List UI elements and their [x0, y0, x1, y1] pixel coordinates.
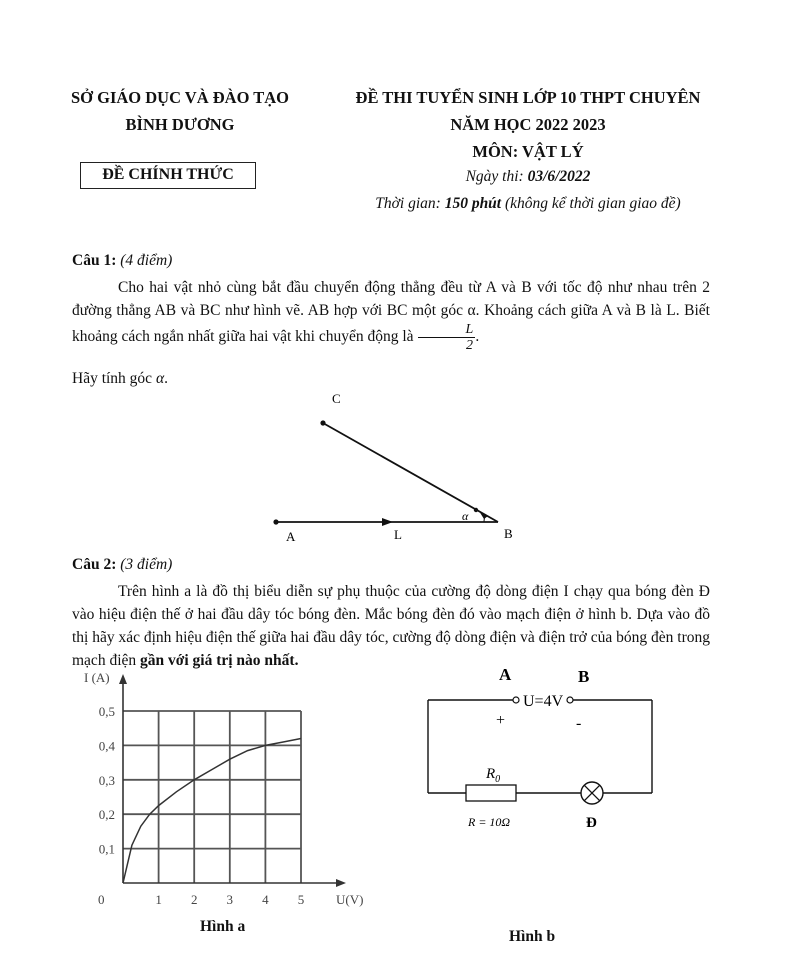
- resistor-label: [485, 766, 500, 785]
- q1-ask-text: Hãy tính góc: [72, 370, 153, 387]
- x-tick-label-3: 3: [226, 892, 234, 907]
- arrow-ab: [382, 518, 393, 526]
- resistor: [466, 785, 516, 801]
- minus-sign: -: [576, 715, 582, 732]
- resistor-subscript: 0: [495, 774, 501, 785]
- exam-date-label: Ngày thi:: [465, 168, 528, 185]
- series-curve: [123, 739, 301, 884]
- iv-chart: [60, 668, 390, 913]
- terminal-a: [513, 697, 519, 703]
- fig-label-b: B: [504, 526, 513, 541]
- x-tick-label-4: 4: [262, 892, 269, 907]
- q2-text: Trên hình a là đồ thị biểu diễn sự phụ thuộc của cường độ dòng điện I chạy qua bóng đèn Đ vào hiệu điện thế ở hai đầu dây tóc bóng đèn. Mắc bóng đèn đó vào mạch điện ở hình b. Dựa vào đồ thị hãy xác định hiệu điện thế giữa hai đầu dây tóc, cường độ dòng điện và điện trở của bóng đèn trong mạch điện: [72, 583, 710, 669]
- q2-heading: [72, 556, 172, 574]
- q1-ask-symbol: α: [155, 370, 165, 387]
- q1-frac-den: 2: [465, 338, 473, 353]
- q1-ask-end: .: [164, 370, 168, 387]
- q2-points: (3 điểm): [120, 556, 173, 573]
- caption-hinh-b: Hình b: [509, 928, 556, 945]
- lamp-icon: [581, 782, 603, 804]
- x-tick-label-1: 1: [155, 892, 162, 907]
- subject: MÔN: VẬT LÝ: [472, 142, 584, 161]
- lamp-label: Đ: [586, 815, 597, 831]
- official-exam-label: ĐỀ CHÍNH THỨC: [102, 166, 234, 183]
- fig-label-a: A: [286, 529, 296, 544]
- y-tick-label-3: 0,3: [98, 772, 115, 788]
- school-year: NĂM HỌC 2022 2023: [450, 115, 606, 134]
- fig-label-l: L: [394, 527, 402, 542]
- terminal-a-label: A: [499, 665, 512, 684]
- chart-grid: [123, 711, 301, 883]
- voltage-label: U=4V: [523, 693, 564, 710]
- exam-date: [318, 168, 738, 186]
- exam-title: ĐỀ THI TUYỂN SINH LỚP 10 THPT CHUYÊN: [355, 88, 701, 107]
- q1-figure: [260, 385, 540, 550]
- q1-ask: [72, 370, 168, 388]
- exam-time: [318, 195, 738, 213]
- y-tick-label-1: 0,1: [98, 841, 115, 857]
- point-a: [273, 519, 278, 524]
- plus-sign: +: [496, 712, 506, 729]
- line-bc: [323, 423, 498, 522]
- x-tick-label-2: 2: [190, 892, 198, 907]
- q2-text-bold: gần với giá trị nào nhất.: [140, 652, 299, 669]
- origin-label: 0: [98, 892, 105, 907]
- q1-period: .: [475, 328, 480, 346]
- official-exam-box: [80, 162, 256, 189]
- x-axis-label: U(V): [336, 892, 364, 907]
- terminal-b-label: B: [578, 667, 590, 686]
- q1-frac-num: L: [418, 322, 476, 338]
- y-axis-label: I (A): [84, 670, 110, 685]
- y-axis-arrow: [119, 674, 127, 684]
- fig-label-c: C: [332, 391, 341, 406]
- x-tick-label-5: 5: [297, 892, 305, 907]
- y-tick-label-4: 0,4: [98, 738, 115, 754]
- x-axis-arrow: [336, 879, 346, 887]
- exam-time-value: 150 phút: [444, 195, 502, 212]
- caption-hinh-a: Hình a: [200, 918, 246, 935]
- q1-fraction: [418, 322, 476, 353]
- resistor-value: R = 10Ω: [468, 815, 511, 829]
- q1-label: Câu 1:: [72, 252, 117, 269]
- exam-time-label: Thời gian:: [375, 195, 445, 212]
- fig-label-alpha: α: [462, 509, 469, 523]
- department-province: BÌNH DƯƠNG: [125, 115, 235, 134]
- department-name: SỞ GIÁO DỤC VÀ ĐÀO TẠO: [70, 88, 290, 107]
- circuit-diagram: [410, 660, 700, 860]
- y-tick-label-2: 0,2: [98, 807, 115, 823]
- point-moving: [474, 508, 478, 512]
- exam-date-value: 03/6/2022: [527, 168, 591, 185]
- exam-time-note: (không kể thời gian giao đề): [501, 195, 681, 212]
- q2-label: Câu 2:: [72, 556, 117, 573]
- chart-ticks: [99, 704, 305, 907]
- y-tick-label-5: 0,5: [98, 704, 115, 719]
- resistor-symbol: R: [486, 766, 496, 782]
- q2-paragraph: [72, 580, 710, 672]
- q1-heading: [72, 252, 172, 270]
- q1-paragraph: [72, 276, 710, 353]
- q1-text: Cho hai vật nhỏ cùng bắt đầu chuyển động thẳng đều từ A và B với tốc độ như nhau trên 2 đường thẳng AB và BC như hình vẽ. AB hợp với BC một góc α. Khoảng cách giữa A và B là L. Biết khoảng cách ngắn nhất giữa hai vật khi chuyển động là: [72, 279, 710, 346]
- q1-points: (4 điểm): [120, 252, 173, 269]
- terminal-b: [567, 697, 573, 703]
